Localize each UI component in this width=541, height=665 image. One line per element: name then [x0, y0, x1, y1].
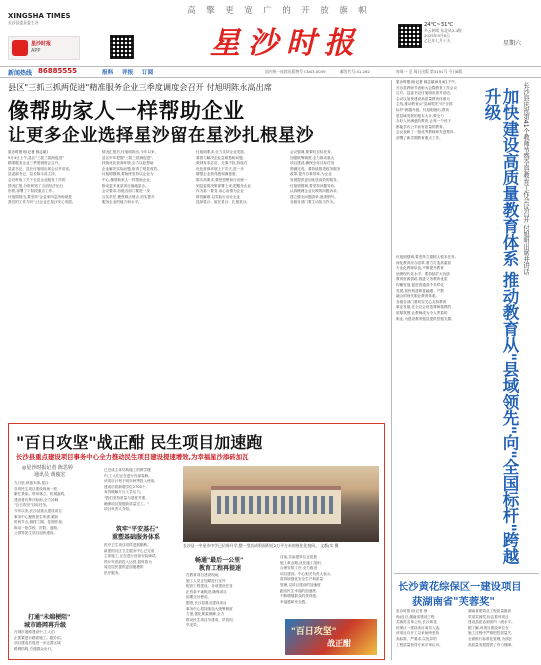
feature-photo-caption: 长沙县一中星沙中学已招周升学,整一型店成积面积近2万平方米的规化化校同。 文都(实 摄 [183, 543, 339, 548]
text-line: 推动民生项目早建成、早投用、 [186, 617, 237, 622]
text-line: 今年以来,长沙县重点建设项目 [14, 508, 62, 513]
slogan-char: 旗 [339, 6, 348, 16]
feature-subhead-c2: 教育工程再提速 [199, 565, 242, 572]
text-line: 陈永高要求,要把思想和行动统一 [196, 177, 248, 182]
text-line: 目前,各参建单位正抢抓 [280, 555, 318, 559]
badge-text-2: 战正酣 [327, 639, 351, 648]
text-line: 会议表彰了一批优秀教师和先进集体, [396, 130, 455, 135]
slogan-char: 开 [301, 6, 310, 16]
text-line: 建设者们挥汗如雨,全力冲刺 [14, 497, 59, 502]
text-line: 到县委的决策部署上来,把服务企业 [196, 183, 252, 188]
text-line: 据了解,该项目建设单位在 [468, 625, 509, 630]
text-line: 压实责任,聚焦难点堵点,切实提升 [102, 194, 155, 199]
text-line: 专业化教师队伍,不断提升教育 [396, 266, 444, 271]
lunar-line: 乙巳年七月十五 [424, 38, 451, 44]
text-line: 排忧解难,以实际行动让企业 [196, 194, 241, 199]
right-kicker-vertical: 长沙县庆祝第41个教师节暨全县教育工作会议召开 付旭明出席并讲话 [522, 82, 529, 275]
text-line: 做到有求必应、无事不扰,持续在 [196, 161, 248, 166]
right-bottom-title-1: 长沙黄花综保区一建设项目 [398, 581, 522, 593]
text-line: 跑出民生幸福的加速度, [280, 588, 318, 593]
text-line: 将持续强化安全生产和质量 [280, 577, 324, 582]
text-line: 会议以加快建设高质量教育体系为 [396, 96, 450, 101]
text-line: 中心,像帮助家人一样帮助企业, [102, 177, 152, 182]
app-sub: APP [31, 48, 41, 54]
text-line: 企业解决实际问题,取得了明显成效。 [102, 166, 161, 171]
feature-col-b2 [104, 543, 178, 655]
qr-code-icon[interactable] [110, 35, 134, 59]
top-story-headline-1: 像帮助家人一样帮助企业 [8, 99, 245, 123]
text-line: 星沙时报讯(记者 徐 [396, 609, 428, 613]
text-line: 该项目计划于明年秋季投入使用, [104, 479, 156, 484]
text-line: 繁忙景象。塔吊林立、机械轰鸣, [14, 492, 66, 497]
top-story-kicker: 县区"三抓三抓两促进"精准服务企业三季度调度会召开 付旭明陈永高出席 [8, 82, 272, 92]
text-line: 湖南省建筑业工程质量最高 [468, 609, 512, 613]
text-line: 主体施工,正在进行设备安装调试, [104, 554, 157, 559]
feature-subhead-c: 畅通"最后一公里" [195, 557, 244, 564]
feature-col-d [280, 555, 378, 615]
weather-block [424, 22, 539, 44]
date-line: 2025年9月6日 [424, 33, 450, 39]
text-line: 付旭明强调,要坚持立德树人根本任务, [396, 255, 456, 259]
feature-col-a2 [14, 630, 90, 658]
text-line: 确保项目按期高质量完工。" [104, 501, 149, 506]
top-story-col-1 [8, 150, 98, 410]
text-line: 均衡发展,促进普通高中多样化 [396, 282, 444, 287]
text-line: 路网结构,方便群众出行。 [14, 646, 55, 651]
feature-subhead-a2: 城市路网再升级 [24, 622, 67, 629]
text-line: 县委副书记、县长陈永高主持。 [8, 172, 59, 177]
text-line: 精准服务企业三季度调度会召开。 [8, 161, 62, 166]
text-line: 要着力解决企业急难愁盼问题, [196, 155, 244, 160]
text-line: 我们的工作方向",让企业在星沙安心发展。 [8, 200, 76, 205]
weather-temp: 24℃~31℃ [424, 22, 454, 28]
text-line: 治理现代化水平。要持续扩大优质 [396, 271, 450, 276]
top-story-col-4 [290, 150, 385, 410]
text-line: 不断增强群众的获得感、 [280, 594, 320, 599]
text-line: 会议强调,要紧盯目标任务, [290, 150, 332, 154]
right-lead [396, 80, 472, 250]
text-line: 施工黄金期,优化施工组织, [280, 560, 322, 565]
slogan-char: 宽 [244, 6, 253, 16]
text-line: 正抓紧进行路面施工。据介绍, [14, 635, 62, 640]
slogan-char: 放 [320, 6, 329, 16]
text-line: 管理,以项目建设的加速度 [280, 582, 321, 587]
text-line: 配套工程建设。各项建设任务 [186, 584, 233, 589]
text-line: 预计年底前投入运营,届时将为 [104, 559, 152, 564]
link-pingbao[interactable]: 评报 [122, 70, 134, 76]
feature-col-a [14, 481, 90, 569]
feature-col-c [186, 573, 274, 657]
text-line: 内,工人们正在进行内部装修。 [104, 473, 152, 478]
publisher-block [8, 12, 128, 25]
text-line: 各项民生项目建设现场一派 [14, 486, 58, 491]
text-line: 建立健全问题清单,逐项销号。 [290, 194, 338, 199]
right-headline-vertical: 加快建设高质量教育体系 推动教育从"县域领先"向"全国标杆"跨越升级 [482, 88, 519, 565]
text-line: 付旭明指出,要坚持"企业家所急所盼就是 [8, 194, 72, 199]
text-line: 高质量发展提供了有力保障。 [468, 642, 515, 647]
app-promo[interactable] [8, 36, 80, 60]
text-line: 会议听取了关于全县企业服务工作的 [8, 177, 66, 182]
text-line: 有效缓解片区入学压力。 [104, 490, 144, 495]
text-line: 教育资源供给,推进义务教育优质 [396, 277, 448, 282]
publisher-label: 长沙县委县委主办 [8, 20, 39, 25]
text-line: 是县域发展的根本大计,要全力 [396, 113, 444, 118]
text-line: 星沙时报讯(记者 蒋志斌) [8, 150, 48, 154]
feature-subhead-b2: 重塑基础服务体系 [112, 534, 161, 541]
text-line: 选择星沙、留在星沙、扎根星沙。 [196, 200, 250, 205]
hotline-label: 新闻热线 [8, 70, 33, 77]
right-bottom-title-2: 获湖南省"芙蓉奖" [412, 596, 495, 608]
link-baoliao[interactable]: 报料 [102, 70, 114, 76]
text-line: 建成后将新增学位2700个, [104, 484, 147, 489]
top-story-col-3 [196, 150, 286, 410]
text-line: "百日攻坚"目标任务。 [14, 503, 50, 508]
text-line: 付旭明要求,全力支持企业发展, [196, 150, 246, 154]
text-line: 医疗服务。 [104, 570, 122, 575]
right-bottom-divider [394, 573, 539, 574]
text-line: 芙蓉奖名单公布,长沙黄花 [396, 620, 437, 625]
text-line: 县委书记、县长付旭明出席会议并讲话, [8, 166, 71, 171]
slogan-char: 高 [187, 6, 196, 16]
feature-photo [183, 466, 379, 542]
text-line: 周边居民提供更加便捷的 [104, 565, 144, 570]
text-line: 推动更多优质项目落地星沙。 [102, 183, 149, 188]
text-line: 县区牢牢把握"三抓三抓两促进", [102, 155, 154, 160]
text-line: 各级各部门要主动担当作为。 [290, 200, 337, 205]
text-line: 奖项芙蓉奖,标志着该项目 [468, 614, 509, 619]
text-line: 时间节点,倒排工期、挂图作战, [14, 520, 64, 525]
text-line: 召开。县委书记付旭明出席并讲话, [396, 91, 452, 96]
text-line: 持续优化营商环境,全力以赴帮助 [102, 161, 154, 166]
text-line: 尚)近日,湖南省建设工程 [396, 614, 435, 619]
text-line: 推动一批学校、医院、道路、 [14, 525, 61, 530]
right-body [396, 255, 472, 555]
weekday-label: 星期六 [503, 40, 522, 47]
text-line: 正有条不紊推进,确保项目 [186, 589, 227, 594]
text-line: 新建的社区卫生服务中心已完成 [104, 548, 155, 553]
text-line: 在城市道路建设中,工人们 [14, 630, 55, 634]
info-bar [0, 66, 541, 78]
text-line: 付旭明强调,要坚持问题导向, [290, 183, 336, 188]
issn-label: 国内统一连续出版物号 CN43-0039 [265, 69, 326, 74]
text-line: 星沙时报讯(记者 蒋志斌)9月4日下午, [396, 80, 456, 84]
text-line: 认真梳理企业反映的问题诉求, [290, 189, 338, 194]
text-line: 高标准、严要求,以优异的 [396, 636, 437, 641]
top-story-col-2 [102, 150, 192, 410]
text-line: 加强统筹调度,全力推动重大 [290, 155, 335, 160]
text-line: 力度,强化要素保障,全力 [186, 612, 225, 617]
text-line: 职业,为建设教育强县提供坚强支撑。 [396, 316, 455, 321]
feature-subhead-a: 打通"未端梗阻" [28, 614, 71, 621]
text-line: 发展,加快构建职普融通、产教 [396, 288, 444, 293]
text-line: 9月4日上午,县区"三抓三抓两促进" [8, 155, 64, 160]
text-line: 施工人员正加紧进行室外 [186, 578, 226, 583]
text-line: 情况汇报,分析研判了当前经济运行 [8, 183, 64, 188]
masthead-slogan [182, 4, 382, 16]
post-code: 邮发代号:41-262 [340, 69, 370, 74]
text-line: 九月里,秋意未浓,星沙 [14, 481, 49, 485]
hotline-number[interactable]: 86885555 [38, 67, 77, 75]
text-line: "我们坚持质量与进度并重, [104, 495, 147, 500]
text-line: 事业发展,在全社会营造尊师重教的 [396, 305, 452, 310]
right-bottom-col-1 [396, 609, 464, 661]
edition-label: 每周一 至 周日出版 第3191号 今日8版 [396, 69, 463, 74]
text-line: 该项目自开工以来始终坚持 [396, 631, 440, 636]
app-name: 星沙时报 [31, 41, 52, 47]
slogan-char: 擎 [206, 6, 215, 16]
text-line: 全面推行标准化管理,为园区 [468, 636, 513, 641]
text-line: 都能享有公平而有质量的教育。 [396, 124, 447, 129]
text-line: 浓厚氛围,让教师成为令人羡慕的 [396, 310, 448, 315]
text-line: 早见效。 [186, 623, 201, 628]
en-name: XINGSHA TIMES [8, 12, 71, 20]
text-line: 工程质量获得专家评审认可。 [396, 642, 443, 647]
feature-title: "百日攻坚"战正酣 民生项目加速跑 [16, 433, 263, 452]
slogan-char: 的 [282, 6, 291, 16]
text-line: 长沙县教师节表彰大会暨教育工作会议 [396, 85, 458, 90]
text-line: 各级各部门要切实关心支持教育 [396, 299, 447, 304]
text-line: 合理安排工序,全力推进 [280, 566, 318, 571]
text-line: 施工过程中严格把控质量关, [468, 631, 513, 636]
text-line: 深化教育综合改革,着力打造高素质 [396, 260, 452, 265]
text-line: 医疗卫生项目同样进展顺利。 [104, 543, 151, 547]
text-line: 服务企业的能力和水平。 [102, 200, 142, 205]
text-line: 办好人民满意的教育,让每一个孩子 [396, 119, 452, 124]
feature-subtitle: 长沙县重点建设项目事务中心全力推动民生项目建设提速增效,为幸福星沙添砖加瓦 [16, 453, 249, 461]
weather-qr-icon[interactable] [398, 24, 422, 48]
text-line: 圆满完成。要持续推进政务服务 [290, 166, 341, 171]
text-line: 改革,提升办事效率,为企业 [290, 172, 332, 177]
text-line: 项目建成后将进一步完善区域 [14, 641, 61, 646]
text-line: 部署了新学期教育重点工作。 [396, 135, 443, 140]
text-line: 幸福感和安全感。 [280, 599, 309, 604]
app-logo-icon [12, 40, 28, 56]
text-line: 优化营商环境上下功夫,进一步 [196, 166, 244, 171]
text-line: 形势,部署了下阶段重点工作。 [8, 189, 56, 194]
top-story-headline-2: 让更多企业选择星沙留在星沙扎根星沙 [8, 126, 314, 146]
building-windows [217, 496, 335, 514]
slogan-char: 更 [225, 6, 234, 16]
feature-byline-2: 通讯员 黄俊宏 [34, 472, 66, 478]
link-dingyue[interactable]: 订阅 [142, 70, 154, 76]
text-line: 已完成主体结构施工的教学楼 [104, 468, 151, 472]
feature-col-b [104, 468, 178, 513]
text-line: 事务中心聚焦民生所需,紧扣 [14, 514, 59, 519]
text-line: 融合的现代职业教育体系。 [396, 294, 440, 299]
feature-subhead-b: 筑牢"平安基石" [116, 526, 159, 533]
text-line: 发展提供更加优质高效的服务。 [290, 177, 341, 182]
text-line: 据悉,长沙县重点建设项目 [186, 600, 227, 605]
text-line: 公园等民生项目加快建设。 [14, 531, 58, 536]
slogan-char: 广 [263, 6, 272, 16]
text-line: 作为第一要务,用心用情为企业 [196, 189, 244, 194]
right-bottom-col-2 [468, 609, 538, 661]
text-line: 会议要求,各级各部门要进一步 [102, 189, 150, 194]
text-line: 项目负责人介绍。 [104, 507, 133, 512]
text-line: 增强企业获得感和满意度。 [196, 172, 240, 177]
masthead-title: 星沙时报 [210, 26, 362, 61]
text-line: 主线,推动教育从"县域领先"向"全国 [396, 102, 453, 107]
text-line: 情况汇报后,付旭明指出,今年以来, [102, 150, 156, 154]
weather-desc: 多云转晴 东北风3-4级 [424, 28, 462, 33]
feature-badge-graphic [285, 619, 377, 655]
feature-byline-1: ◎星沙时报记者 陈思婷 [22, 465, 73, 471]
text-line: 建设品质达到省内一流水平。 [468, 620, 515, 625]
text-line: 如期交付使用。 [186, 595, 212, 600]
text-line: 标杆"跨越升级。付旭明指出,教育 [396, 107, 450, 112]
badge-text-1: "百日攻坚" [291, 627, 337, 637]
text-line: 项目建设,确保全年目标任务 [290, 161, 335, 166]
text-line: 付旭明强调,要始终坚持以企业为 [102, 172, 154, 177]
slogan-char: 帜 [358, 6, 367, 16]
column-divider [391, 80, 392, 660]
text-line: 综保区一建设项目成功入选, [396, 625, 441, 630]
text-line: 在教育项目建设现场, [186, 573, 220, 577]
text-line: 项目建设。中心相关负责人表示, [280, 571, 332, 576]
text-line: 事务中心将持续加大统筹调度 [186, 606, 233, 611]
